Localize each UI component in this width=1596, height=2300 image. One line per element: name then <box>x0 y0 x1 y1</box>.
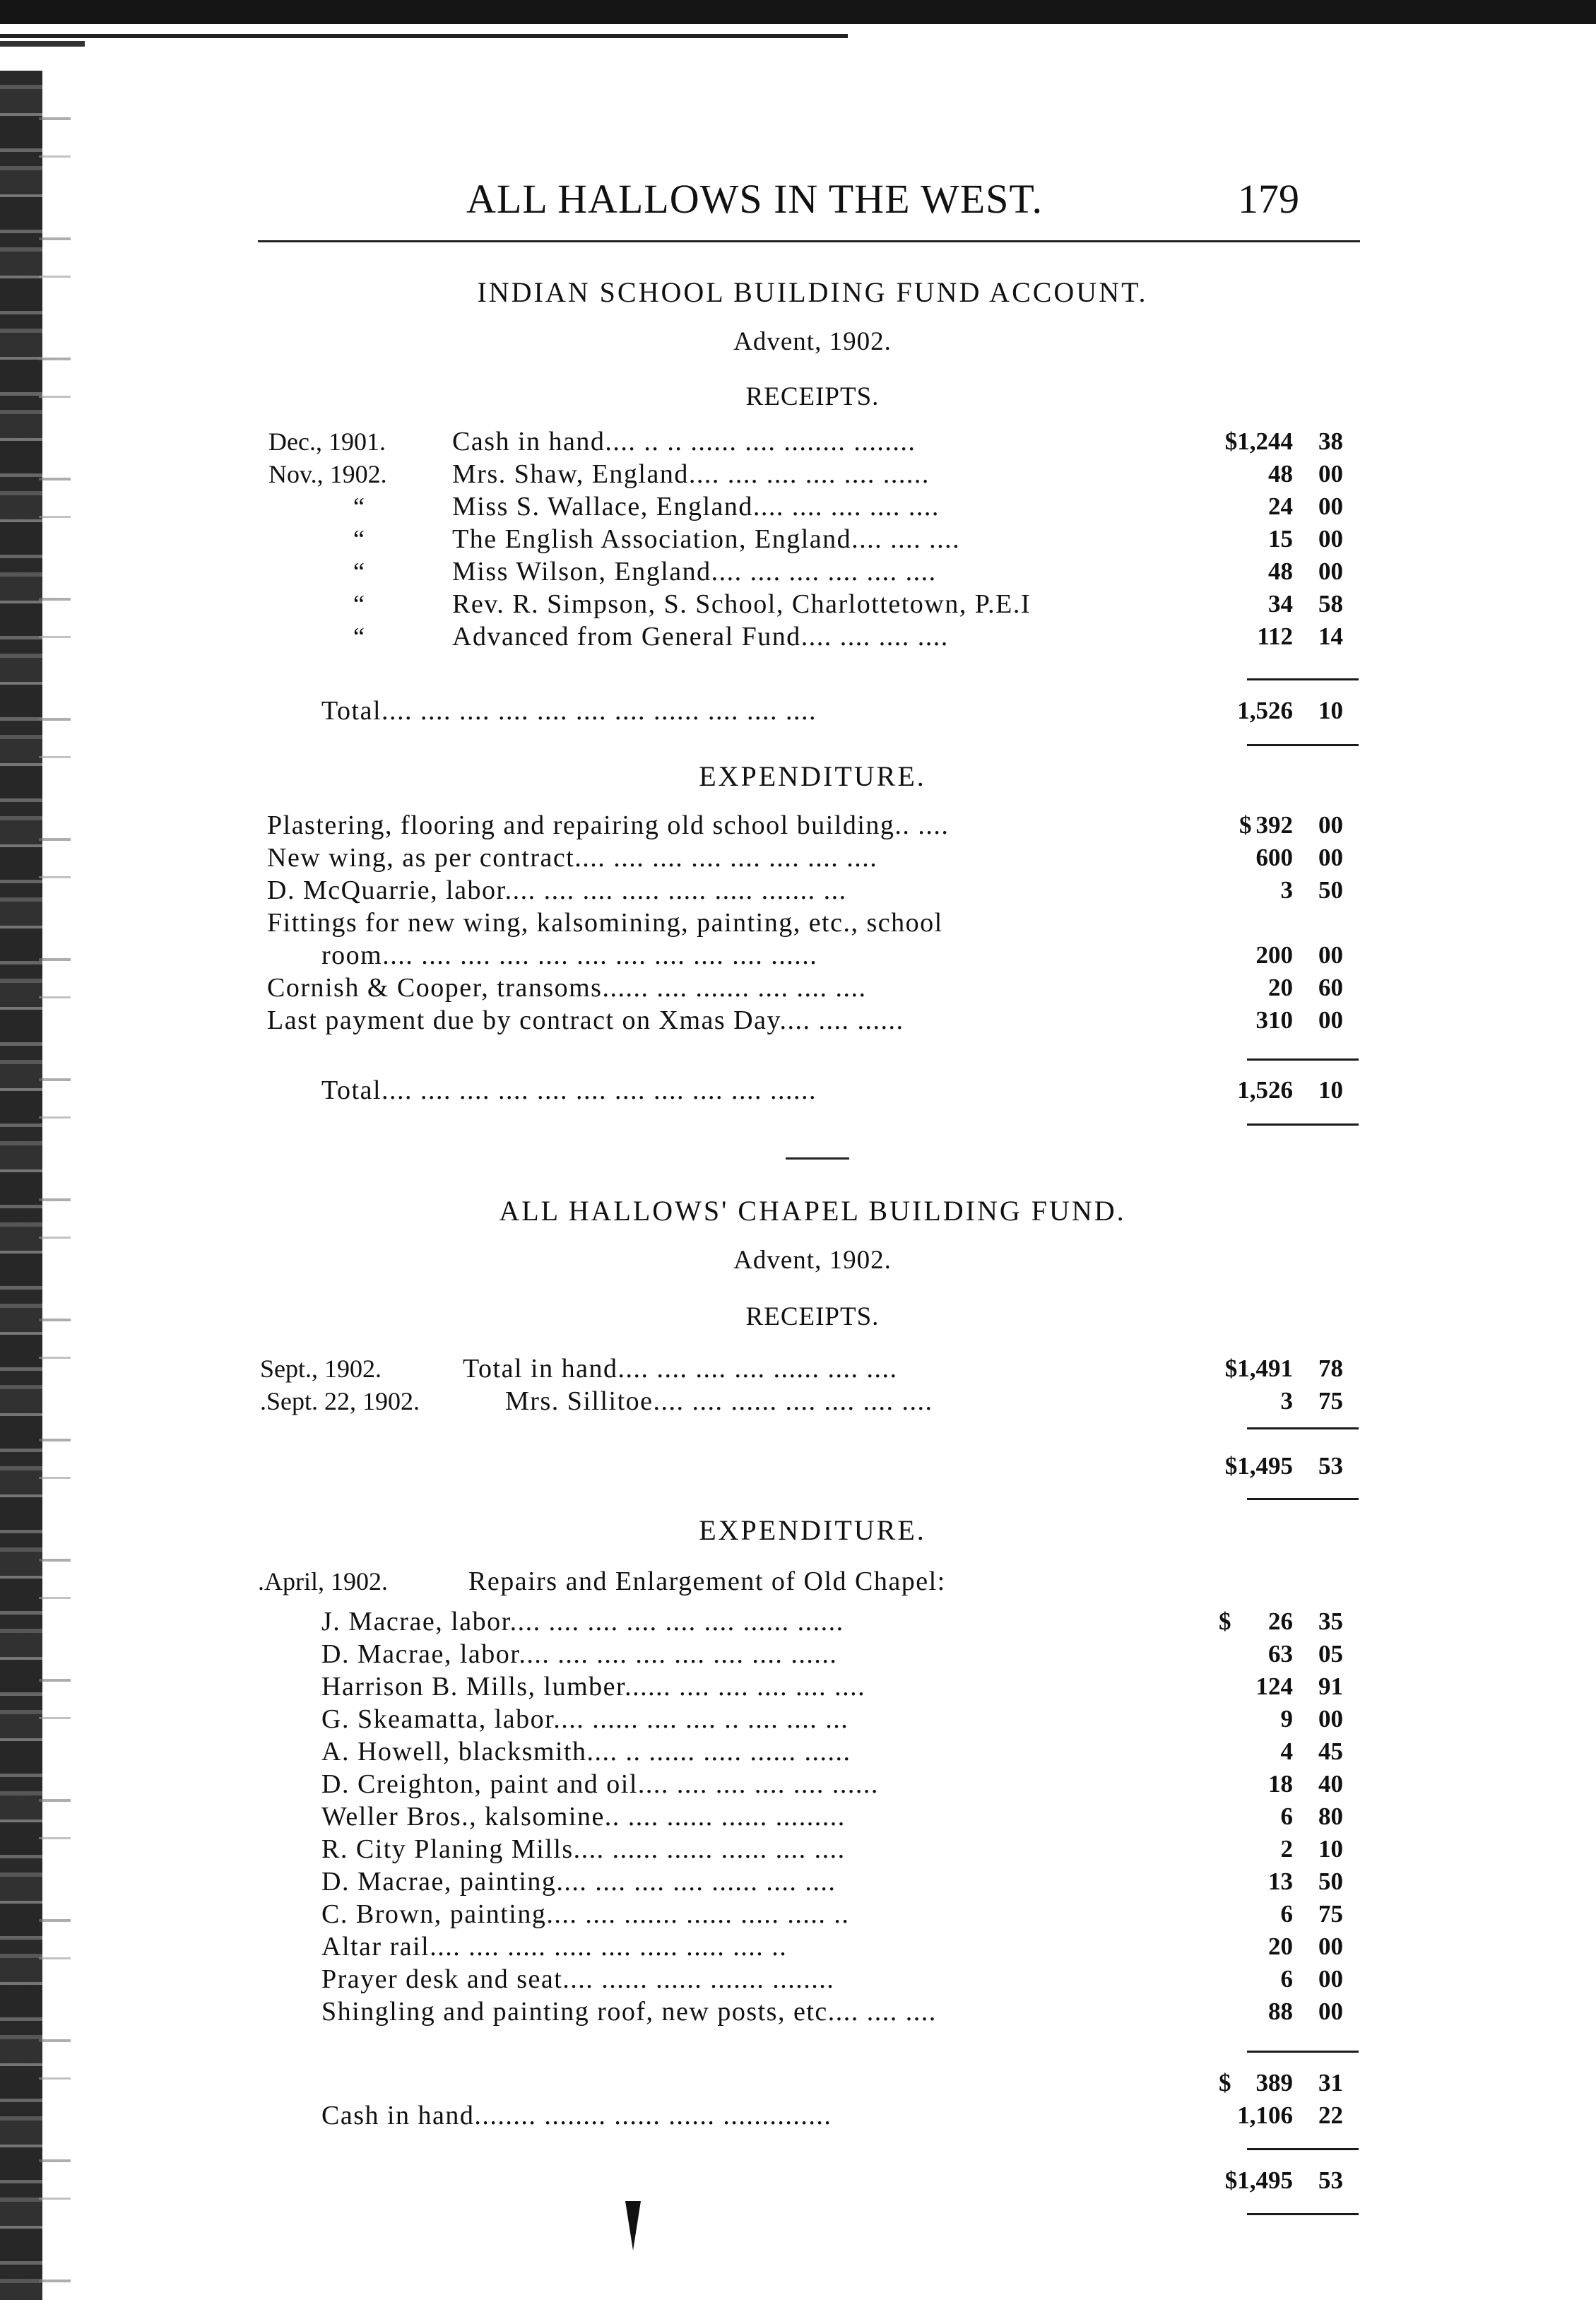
entry-description: Repairs and Enlargement of Old Chapel: <box>468 1567 946 1596</box>
expenditure-description: R. City Planing Mills.... ...... ...... ...... .... .... <box>321 1834 846 1864</box>
sum-rule <box>1247 1124 1359 1126</box>
expenditure-cents: 00 <box>1318 1006 1343 1034</box>
running-header-title: ALL HALLOWS IN THE WEST. <box>466 176 1044 222</box>
scan-top-mark <box>0 41 85 47</box>
expenditure-cents: 50 <box>1318 1868 1343 1895</box>
expenditure-description: D. Creighton, paint and oil.... .... .... .... .... ...... <box>321 1769 879 1799</box>
expenditure-cents: 35 <box>1318 1608 1343 1635</box>
expenditure-description: Last payment due by contract on Xmas Day.... .... ...... <box>267 1005 904 1035</box>
sum-rule <box>1247 1427 1359 1429</box>
expenditure-description: New wing, as per contract.... .... .... .... .... .... .... .... <box>267 843 878 873</box>
section-divider <box>786 1157 849 1160</box>
expenditure-dollars: 20 <box>1268 1933 1293 1960</box>
expenditure-dollars: 200 <box>1255 941 1293 969</box>
expenditure-cents: 10 <box>1318 1835 1343 1863</box>
expenditure-cents: 45 <box>1318 1738 1343 1765</box>
entry-description: The English Association, England.... .... .... <box>452 524 961 554</box>
scan-top-border <box>0 0 1596 24</box>
grand-total-dollars: $1,495 <box>1224 2166 1293 2194</box>
expenditure-dollars: 310 <box>1255 1006 1293 1034</box>
expenditure-description: Harrison B. Mills, lumber...... .... .... .... .... .... <box>321 1672 866 1702</box>
sum-rule <box>1247 1058 1359 1061</box>
total-label: Total.... .... .... .... .... .... .... .... .... .... ...... <box>321 1075 817 1105</box>
expenditure-description: Altar rail.... .... ..... ..... .... ..... ..... .... .. <box>321 1932 788 1962</box>
total-dollars: 1,526 <box>1237 1076 1293 1104</box>
expenditure-description: A. Howell, blacksmith.... .. ...... ..... ...... ...... <box>321 1737 851 1767</box>
expenditure-description: Cornish & Cooper, transoms...... .... ....... .... .... .... <box>267 973 867 1003</box>
entry-date: .Sept. 22, 1902. <box>260 1387 420 1415</box>
scan-binding-speckle <box>39 92 71 2282</box>
expenditure-dollars: 18 <box>1268 1770 1293 1798</box>
expenditure-description: Plastering, flooring and repairing old school building.. .... <box>267 810 950 840</box>
entry-description: Mrs. Shaw, England.... .... .... .... .... ...... <box>452 459 930 489</box>
expenditure-cents: 00 <box>1318 811 1343 839</box>
entry-dollars: 15 <box>1268 525 1293 553</box>
entry-date: Sept., 1902. <box>260 1355 382 1383</box>
expenditure-cents: 40 <box>1318 1770 1343 1798</box>
sum-rule <box>1247 2051 1359 2053</box>
total-cents: 53 <box>1318 1452 1343 1480</box>
expenditure-cents: 80 <box>1318 1803 1343 1830</box>
expenditure-dollars: 6 <box>1280 1803 1293 1830</box>
entry-date: “ <box>353 525 365 553</box>
entry-dollars: 3 <box>1280 1387 1293 1415</box>
dollar-sign: $ <box>1219 1608 1231 1635</box>
sum-rule <box>1247 2213 1359 2215</box>
entry-dollars: 34 <box>1268 590 1293 618</box>
entry-description: Total in hand.... .... .... .... ...... .... .... <box>463 1354 898 1384</box>
expenditure-dollars: 6 <box>1280 1965 1293 1993</box>
printer-mark <box>625 2201 641 2251</box>
expenditure-description: Fittings for new wing, kalsomining, painting, etc., school <box>267 908 943 938</box>
entry-cents: 14 <box>1318 623 1343 650</box>
sum-rule <box>1247 2148 1359 2150</box>
expenditure-cents: 50 <box>1318 876 1343 904</box>
total-dollars: 1,526 <box>1237 697 1293 724</box>
scan-binding-edge <box>0 71 42 2300</box>
entry-date: “ <box>353 493 365 521</box>
expenditure-dollars: 392 <box>1255 811 1293 839</box>
entry-cents: 00 <box>1318 460 1343 488</box>
expenditure-description: Shingling and painting roof, new posts, etc.... .... .... <box>321 1997 937 2027</box>
expenditure-cents: 00 <box>1318 844 1343 871</box>
expenditure-cents: 91 <box>1318 1673 1343 1700</box>
entry-description: Advanced from General Fund.... .... .... .... <box>452 622 949 651</box>
expenditure-dollars: 124 <box>1255 1673 1293 1700</box>
grand-total-cents: 53 <box>1318 2166 1343 2194</box>
entry-dollars: $1,491 <box>1224 1355 1293 1382</box>
section-subtitle-indian-fund: Advent, 1902. <box>733 327 892 356</box>
total-dollars: $1,495 <box>1224 1452 1293 1480</box>
expenditure-description: D. McQuarrie, labor.... .... .... ..... ..... ..... ....... ... <box>267 875 847 905</box>
scan-top-rule <box>0 34 848 38</box>
entry-cents: 00 <box>1318 493 1343 520</box>
page-number: 179 <box>1238 176 1299 222</box>
expenditure-dollars: 63 <box>1268 1640 1293 1668</box>
expenditure-heading-chapel-fund: EXPENDITURE. <box>699 1514 926 1546</box>
dollar-sign: $ <box>1219 2069 1231 2096</box>
expenditure-description: D. Macrae, labor.... .... .... .... .... .... .... ...... <box>321 1639 838 1669</box>
expenditure-description: room.... .... .... .... .... .... .... .... .... .... ...... <box>321 940 818 970</box>
entry-cents: 75 <box>1318 1387 1343 1415</box>
entry-date: “ <box>353 623 365 651</box>
expenditure-dollars: 20 <box>1268 974 1293 1001</box>
entry-date: “ <box>353 590 365 618</box>
entry-description: Miss S. Wallace, England.... .... .... .... .... <box>452 492 940 521</box>
expenditure-cents: 75 <box>1318 1900 1343 1928</box>
entry-date: Nov., 1902. <box>268 460 387 488</box>
section-title-indian-fund: INDIAN SCHOOL BUILDING FUND ACCOUNT. <box>477 276 1148 308</box>
expenditure-description: C. Brown, painting.... .... ....... ...... ..... ..... .. <box>321 1899 850 1929</box>
expenditure-description: Weller Bros., kalsomine.. .... ...... ...... ......... <box>321 1802 846 1832</box>
entry-description: Miss Wilson, England.... .... .... .... .... .... <box>452 557 937 586</box>
expenditure-dollars: 88 <box>1268 1998 1293 2025</box>
header-rule <box>258 240 1360 242</box>
dollar-sign: $ <box>1239 811 1252 839</box>
expenditure-dollars: 9 <box>1280 1705 1293 1733</box>
expenditure-dollars: 4 <box>1280 1738 1293 1765</box>
expenditure-dollars: 6 <box>1280 1900 1293 1928</box>
expenditure-dollars: 26 <box>1268 1608 1293 1635</box>
entry-cents: 00 <box>1318 525 1343 553</box>
expenditure-heading-indian-fund: EXPENDITURE. <box>699 760 926 792</box>
total-cents: 10 <box>1318 1076 1343 1104</box>
subtotal-cents: 31 <box>1318 2069 1343 2096</box>
expenditure-dollars: 600 <box>1255 844 1293 871</box>
section-title-chapel-fund: ALL HALLOWS' CHAPEL BUILDING FUND. <box>499 1195 1126 1227</box>
receipts-heading-chapel-fund: RECEIPTS. <box>745 1302 880 1331</box>
subtotal-dollars: 389 <box>1255 2069 1293 2096</box>
receipts-heading-indian-fund: RECEIPTS. <box>745 382 880 411</box>
expenditure-dollars: 3 <box>1280 876 1293 904</box>
expenditure-dollars: 13 <box>1268 1868 1293 1895</box>
entry-dollars: 48 <box>1268 460 1293 488</box>
section-subtitle-chapel-fund: Advent, 1902. <box>733 1246 892 1275</box>
entry-date: “ <box>353 558 365 586</box>
expenditure-cents: 05 <box>1318 1640 1343 1668</box>
sum-rule <box>1247 1498 1359 1500</box>
expenditure-cents: 00 <box>1318 941 1343 969</box>
entry-cents: 78 <box>1318 1355 1343 1382</box>
entry-cents: 58 <box>1318 590 1343 618</box>
entry-description: Cash in hand.... .. .. ...... .... ........ ........ <box>452 427 916 456</box>
expenditure-cents: 00 <box>1318 1933 1343 1960</box>
expenditure-description: D. Macrae, painting.... .... .... .... ...... .... .... <box>321 1867 837 1897</box>
sum-rule <box>1247 678 1359 680</box>
entry-date: Dec., 1901. <box>268 427 386 456</box>
entry-dollars: $1,244 <box>1224 427 1293 455</box>
cash-in-hand-dollars: 1,106 <box>1237 2101 1293 2129</box>
entry-dollars: 48 <box>1268 558 1293 585</box>
cash-in-hand-cents: 22 <box>1318 2101 1343 2129</box>
expenditure-description: Prayer desk and seat.... ...... ...... ....... ........ <box>321 1964 835 1994</box>
expenditure-cents: 60 <box>1318 974 1343 1001</box>
expenditure-description: J. Macrae, labor.... .... .... .... .... .... ...... ...... <box>321 1607 844 1636</box>
total-label: Total.... .... .... .... .... .... .... ...... .... .... .... <box>321 696 817 726</box>
entry-description: Rev. R. Simpson, S. School, Charlottetown, P.E.I <box>452 589 1032 619</box>
expenditure-description: G. Skeamatta, labor.... ...... .... .... .. .... .... ... <box>321 1704 849 1734</box>
total-cents: 10 <box>1318 697 1343 724</box>
expenditure-cents: 00 <box>1318 1965 1343 1993</box>
expenditure-dollars: 2 <box>1280 1835 1293 1863</box>
entry-cents: 38 <box>1318 427 1343 455</box>
entry-date: .April, 1902. <box>258 1567 388 1596</box>
expenditure-cents: 00 <box>1318 1705 1343 1733</box>
entry-description: Mrs. Sillitoe.... .... ...... .... .... .... .... <box>505 1386 933 1416</box>
entry-dollars: 24 <box>1268 493 1293 520</box>
expenditure-cents: 00 <box>1318 1998 1343 2025</box>
sum-rule <box>1247 744 1359 746</box>
cash-in-hand-label: Cash in hand........ ........ ...... ...... .............. <box>321 2101 832 2130</box>
entry-dollars: 112 <box>1257 623 1293 650</box>
entry-cents: 00 <box>1318 558 1343 585</box>
